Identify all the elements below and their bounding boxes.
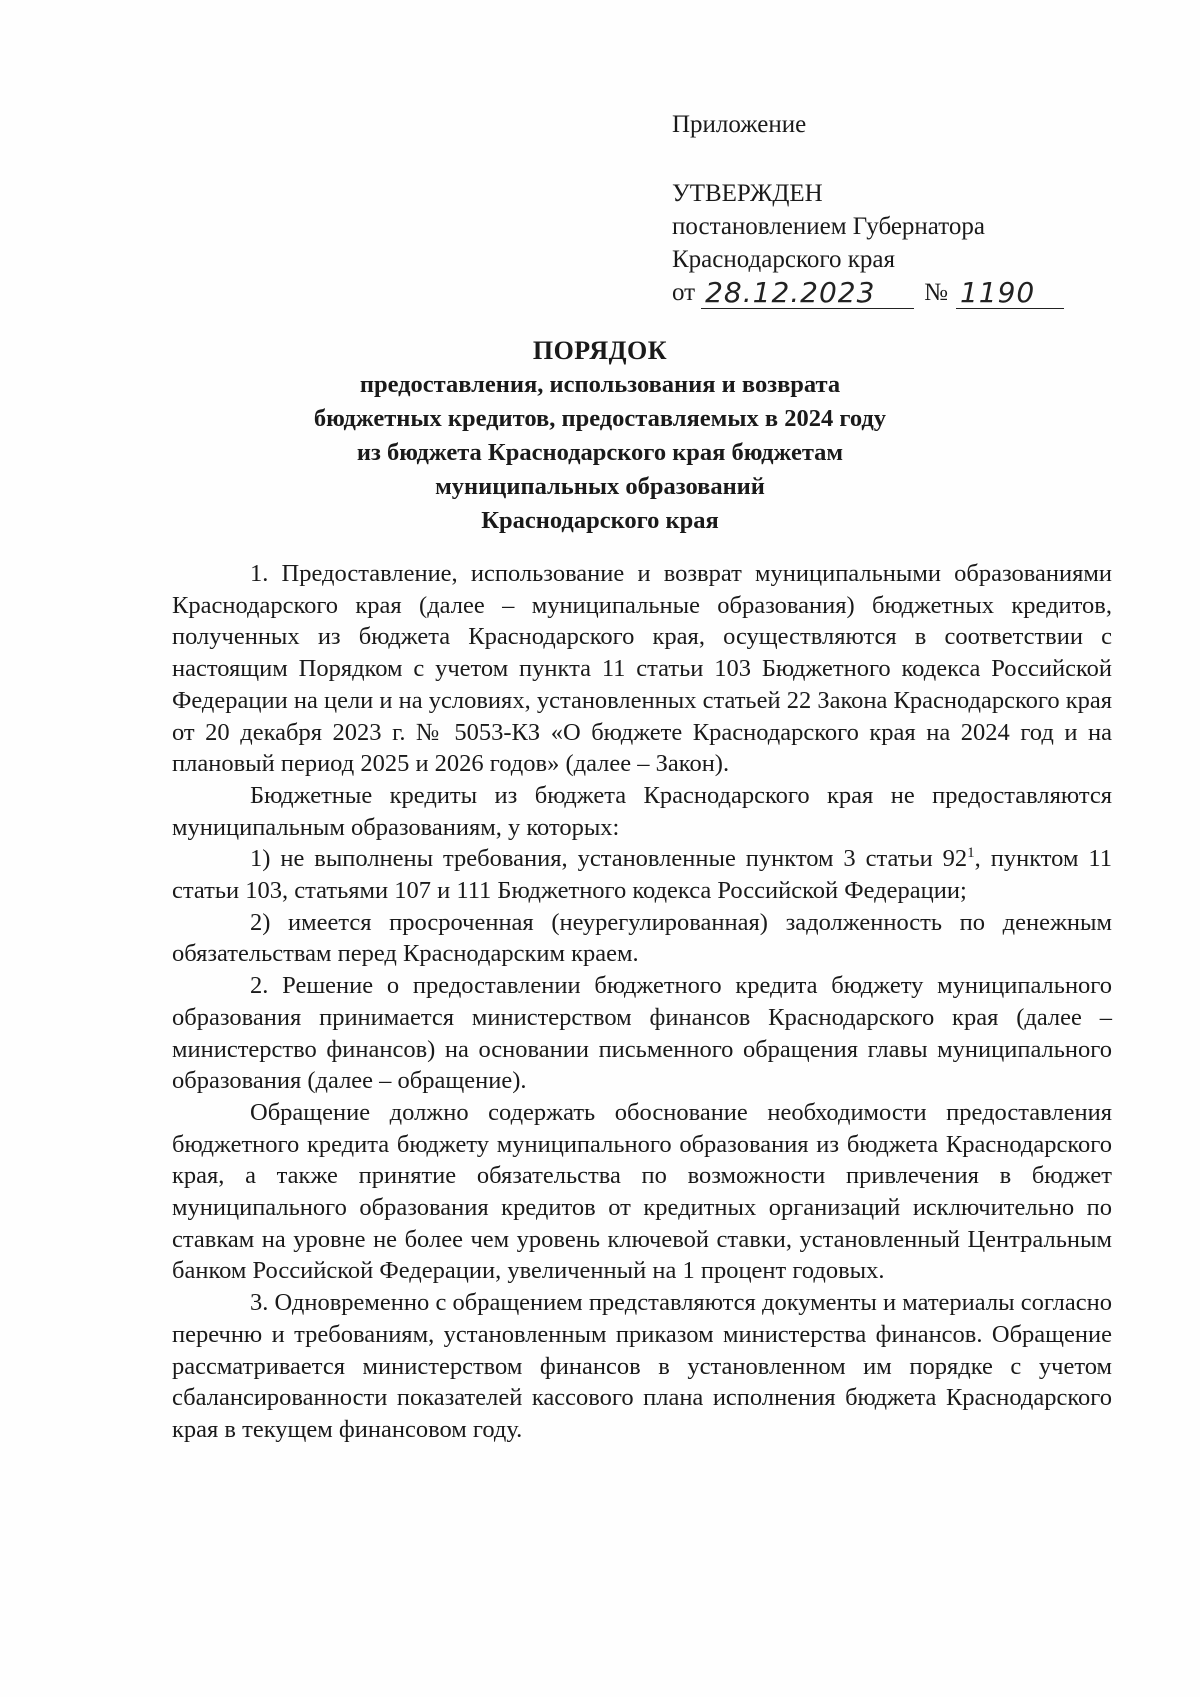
title-main: ПОРЯДОК	[532, 336, 668, 365]
article-superscript: 1	[967, 845, 975, 862]
paragraph-exclusion-1-tail: , пунктом 11 статьи 103, статьями 107 и 111 Бюджетного кодекса Российской Федерации;	[172, 845, 1112, 905]
paragraph-2-appeal: Обращение должно содержать обоснование необходимости предоставления бюджетного кредита бюджету муниципального образования из бюджета Краснодарского края, а также принятие обязательства по возможности привлечения в бюджет муниципального образования кредитов от кредитных организаций исключительно по ставкам на уровне не более чем уровень ключевой ставки, установленный Центральным банком Российской Федерации, увеличенный на 1 процент годовых.	[172, 1098, 1112, 1285]
appendix-label: Приложение	[672, 111, 807, 138]
title-line: муниципальных образований	[435, 473, 765, 500]
paragraph-3: 3. Одновременно с обращением представляются документы и материалы согласно перечню и требованиям, установленным приказом министерства финансов. Обращение рассматривается министерством финансов в установленном им порядке с учетом сбалансированности показателей кассового плана исполнения бюджета Краснодарского края в текущем финансовом году.	[172, 1289, 1112, 1443]
paragraph-exclusion-1-text: 1) не выполнены требования, установленные пунктом 3 статьи 92	[250, 845, 968, 873]
document-body	[172, 558, 1112, 1446]
title-line: бюджетных кредитов, предоставляемых в 2024 году	[313, 405, 887, 432]
approved-by-line-2: Краснодарского края	[672, 246, 895, 273]
paragraph-exclusion-1	[172, 843, 1112, 906]
paragraph-exclusions-intro: Бюджетные кредиты из бюджета Краснодарского края не предоставляются муниципальным образованиям, у которых:	[172, 781, 1112, 841]
handwritten-number: 1190	[956, 278, 1064, 309]
title-line: Краснодарского края	[481, 507, 719, 534]
paragraph-1: 1. Предоставление, использование и возврат муниципальными образованиями Краснодарского края (далее – муниципальные образования) бюджетных кредитов, полученных из бюджета Краснодарского края, осуществляются в соответствии с настоящим Порядком с учетом пункта 11 статьи 103 Бюджетного кодекса Российской Федерации на цели и на условиях, установленных статьей 22 Закона Краснодарского края от 20 декабря 2023 г. № 5053-КЗ «О бюджете Краснодарского края на 2024 год и на плановый период 2025 и 2026 годов» (далее – Закон).	[172, 560, 1112, 778]
approved-by-line-1: постановлением Губернатора	[672, 213, 985, 240]
approval-block	[672, 108, 1092, 309]
date-prefix: от	[672, 279, 696, 306]
paragraph-exclusion-2: 2) имеется просроченная (неурегулированная) задолженность по денежным обязательствам перед Краснодарским краем.	[172, 908, 1112, 968]
paragraph-2: 2. Решение о предоставлении бюджетного кредита бюджету муниципального образования принимается министерством финансов Краснодарского края (далее – министерство финансов) на основании письменного обращения главы муниципального образования (далее – обращение).	[172, 972, 1112, 1095]
title-line: предоставления, использования и возврата	[359, 371, 841, 398]
title-line: из бюджета Краснодарского края бюджетам	[356, 439, 844, 466]
date-number-line	[672, 276, 1092, 309]
approved-label: УТВЕРЖДЕН	[672, 180, 823, 207]
number-sign: №	[924, 279, 948, 306]
document-title	[120, 334, 1080, 538]
handwritten-date: 28.12.2023	[701, 278, 914, 309]
